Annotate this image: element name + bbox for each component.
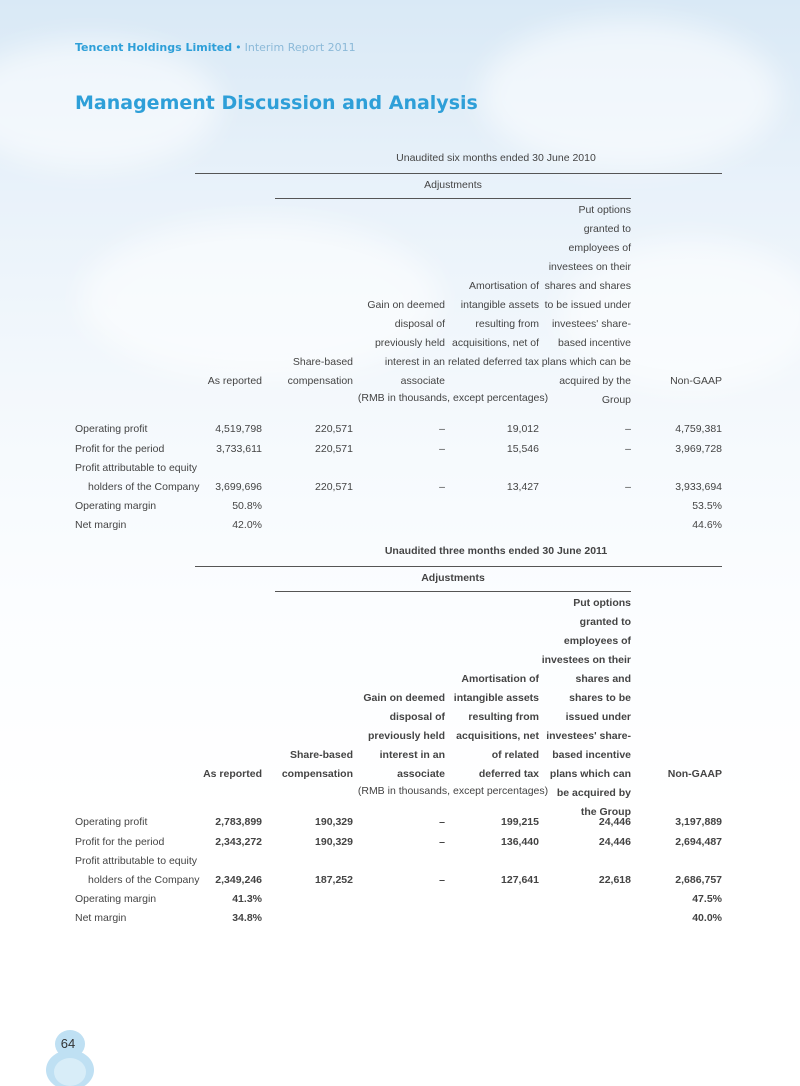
page-title: Management Discussion and Analysis	[75, 92, 478, 114]
cell-value: 44.6%	[692, 519, 722, 531]
adjustments-rule	[275, 198, 631, 199]
cell-value: 187,252	[315, 874, 353, 886]
cell-value: –	[625, 423, 631, 435]
cell-value: –	[439, 443, 445, 455]
cell-value: 2,349,246	[215, 874, 262, 886]
cell-value: 136,440	[501, 836, 539, 848]
column-header-share-based: Share-based compensation	[281, 749, 353, 780]
row-label: Operating profit	[75, 816, 148, 828]
background-cloud	[480, 20, 780, 170]
column-header-as-reported: As reported	[207, 375, 262, 387]
cell-value: 47.5%	[692, 893, 722, 905]
column-header-put-options: Put options granted to employees of investees on their shares and shares to be issued under investees' share-based incentive plans which can be acquired by the Group	[541, 597, 631, 818]
table-row	[75, 890, 722, 909]
cell-value: 22,618	[598, 874, 631, 886]
cell-value: 50.8%	[232, 500, 262, 512]
cell-value: 2,343,272	[215, 836, 262, 848]
cell-value: 53.5%	[692, 500, 722, 512]
cell-value: 220,571	[315, 443, 353, 455]
period-heading: Unaudited three months ended 30 June 2011	[384, 545, 608, 557]
cell-value: 127,641	[501, 874, 539, 886]
cell-value: 19,012	[506, 423, 539, 435]
row-label: Profit attributable to equity	[75, 855, 197, 867]
period-rule	[195, 566, 722, 567]
row-label-continued: holders of the Company	[88, 481, 200, 493]
page-number: 64	[60, 1036, 76, 1051]
cell-value: –	[625, 443, 631, 455]
cell-value: 3,197,889	[675, 816, 722, 828]
cell-value: 220,571	[315, 481, 353, 493]
table-row	[75, 813, 722, 832]
cell-value: 42.0%	[232, 519, 262, 531]
table-row	[75, 516, 722, 535]
cell-value: 24,446	[598, 836, 631, 848]
table-row	[75, 871, 722, 890]
column-header-non-gaap: Non-GAAP	[667, 768, 722, 780]
reconciliation-table-three-months-2011	[75, 543, 722, 933]
table-row-label-line	[75, 852, 722, 871]
cell-value: 41.3%	[232, 893, 262, 905]
row-label: Operating margin	[75, 893, 157, 905]
cell-value: 190,329	[315, 836, 353, 848]
row-label: Operating profit	[75, 423, 148, 435]
table-row	[75, 440, 722, 459]
table-row	[75, 497, 722, 516]
cell-value: –	[439, 874, 445, 886]
cell-value: –	[625, 481, 631, 493]
company-name: Tencent Holdings Limited	[75, 41, 233, 54]
row-label-continued: holders of the Company	[88, 874, 200, 886]
cell-value: 3,933,694	[675, 481, 722, 493]
column-header-amortisation: Amortisation of intangible assets resulting from acquisitions, net of related deferred tax	[453, 673, 539, 780]
table-row-label-line	[75, 459, 722, 478]
cell-value: 34.8%	[232, 912, 262, 924]
period-rule	[195, 173, 722, 174]
units-note: (RMB in thousands, except percentages)	[357, 785, 549, 797]
cell-value: 4,519,798	[215, 423, 262, 435]
row-label: Profit attributable to equity	[75, 462, 197, 474]
cell-value: 190,329	[315, 816, 353, 828]
table-row	[75, 833, 722, 852]
cell-value: 3,733,611	[216, 443, 262, 455]
cell-value: 3,699,696	[215, 481, 262, 493]
row-label: Operating margin	[75, 500, 157, 512]
running-header	[75, 41, 356, 54]
row-label: Profit for the period	[75, 836, 165, 848]
cell-value: 220,571	[315, 423, 353, 435]
cell-value: 2,694,487	[675, 836, 722, 848]
column-header-gain-on-disposal: Gain on deemed disposal of previously held interest in an associate	[367, 299, 445, 387]
cell-value: 2,783,899	[215, 816, 262, 828]
cell-value: 24,446	[598, 816, 631, 828]
cell-value: 40.0%	[692, 912, 722, 924]
cell-value: 199,215	[501, 816, 539, 828]
adjustments-rule	[275, 591, 631, 592]
cell-value: –	[439, 836, 445, 848]
table-row	[75, 909, 722, 928]
column-header-share-based: Share-based compensation	[287, 356, 353, 387]
row-label: Net margin	[75, 519, 127, 531]
cell-value: 15,546	[506, 443, 539, 455]
cell-value: –	[439, 423, 445, 435]
cell-value: 4,759,381	[675, 423, 722, 435]
cell-value: 3,969,728	[675, 443, 722, 455]
header-separator: •	[235, 41, 242, 54]
column-header-put-options: Put options granted to employees of investees on their shares and shares to be issued under investees' share-based incentive plans which can be acquired by the Group	[541, 204, 631, 406]
cell-value: –	[439, 481, 445, 493]
row-label: Net margin	[75, 912, 127, 924]
adjustments-heading: Adjustments	[421, 572, 485, 584]
penguin-mascot-icon	[39, 1024, 101, 1086]
units-note: (RMB in thousands, except percentages)	[357, 392, 549, 404]
table-row	[75, 478, 722, 497]
reconciliation-table-six-months-2010	[75, 150, 722, 540]
column-header-as-reported: As reported	[203, 768, 262, 780]
cell-value: 2,686,757	[675, 874, 722, 886]
column-header-amortisation: Amortisation of intangible assets resulting from acquisitions, net of related deferred tax	[447, 280, 539, 368]
cell-value: –	[439, 816, 445, 828]
report-name: Interim Report 2011	[244, 41, 356, 54]
table-row	[75, 420, 722, 439]
row-label: Profit for the period	[75, 443, 165, 455]
column-header-gain-on-disposal: Gain on deemed disposal of previously held interest in an associate	[363, 692, 445, 780]
adjustments-heading: Adjustments	[424, 179, 482, 191]
column-header-non-gaap: Non-GAAP	[670, 375, 722, 387]
period-heading: Unaudited six months ended 30 June 2010	[396, 152, 596, 164]
cell-value: 13,427	[506, 481, 539, 493]
